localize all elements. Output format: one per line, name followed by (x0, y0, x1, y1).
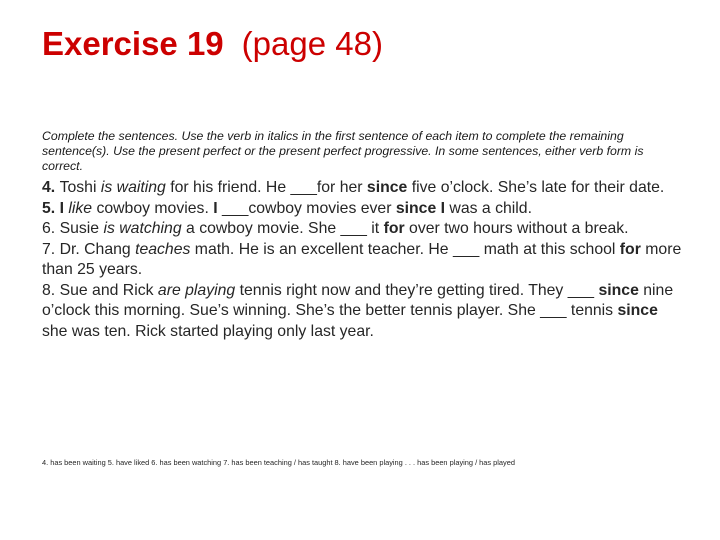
answer-key: 4. has been waiting 5. have liked 6. has been watching 7. has been teaching / has taught 8. have been playing . . . has been playing / has played (42, 458, 515, 467)
item-text-segment: cowboy movies. (92, 199, 214, 217)
item-text-segment: since (617, 302, 658, 319)
exercise-items (42, 178, 682, 342)
item-text-segment: since I (395, 199, 446, 217)
item-text-segment: is waiting (100, 179, 166, 196)
item-text-segment: more than 25 years. (42, 240, 682, 278)
item-text-segment: 4. (42, 179, 60, 196)
instructions: Complete the sentences. Use the verb in italics in the first sentence of each item to complete the remaining sentence(s). Use the present perfect or the present perfect progressive. In some sentences, either verb form is correct. (42, 129, 644, 173)
exercise-item (42, 199, 682, 220)
title-page-ref: (page 48) (241, 25, 383, 62)
item-text-segment: a cowboy movie. She ___ it (181, 220, 384, 237)
exercise-item (42, 281, 682, 343)
item-text-segment: 6. Susie (42, 220, 104, 237)
item-text-segment: teaches (135, 240, 191, 258)
item-text-segment: five o’clock. She’s late for their date. (407, 179, 665, 196)
item-text-segment: tennis right now and they’re getting tired. They ___ (235, 281, 599, 299)
item-text-segment: Toshi (59, 179, 101, 196)
item-text-segment: ___cowboy movies ever (217, 199, 396, 217)
exercise-item (42, 219, 682, 240)
exercise-item (42, 240, 682, 281)
item-text-segment: math. He is an excellent teacher. He ___ math at this school (190, 240, 620, 258)
item-text-segment: for his friend. He ___for her (165, 179, 367, 196)
item-text-segment: 7. Dr. Chang (42, 240, 136, 258)
item-text-segment: nine o’clock this morning. Sue’s winning. She’s the better tennis player. She ___ tennis (42, 281, 674, 319)
item-text-segment: like (68, 199, 93, 217)
item-text-segment: over two hours without a break. (404, 220, 629, 237)
item-text-segment: I (59, 199, 69, 217)
item-text-segment: are playing (157, 281, 236, 299)
item-text-segment: 5. (42, 199, 60, 217)
exercise-title (42, 22, 383, 66)
item-text-segment: is watching (103, 220, 182, 237)
item-text-segment: for (619, 240, 641, 258)
exercise-item (42, 178, 682, 199)
item-text-segment: was a child. (445, 199, 532, 217)
item-text-segment: for (383, 220, 405, 237)
title-main: Exercise 19 (42, 25, 224, 62)
item-text-segment: she was ten. Rick started playing only last year. (42, 322, 374, 340)
item-text-segment: 8. Sue and Rick (42, 281, 158, 299)
item-text-segment: I (213, 199, 218, 217)
item-text-segment: since (366, 179, 408, 196)
item-text-segment: since (598, 281, 639, 299)
